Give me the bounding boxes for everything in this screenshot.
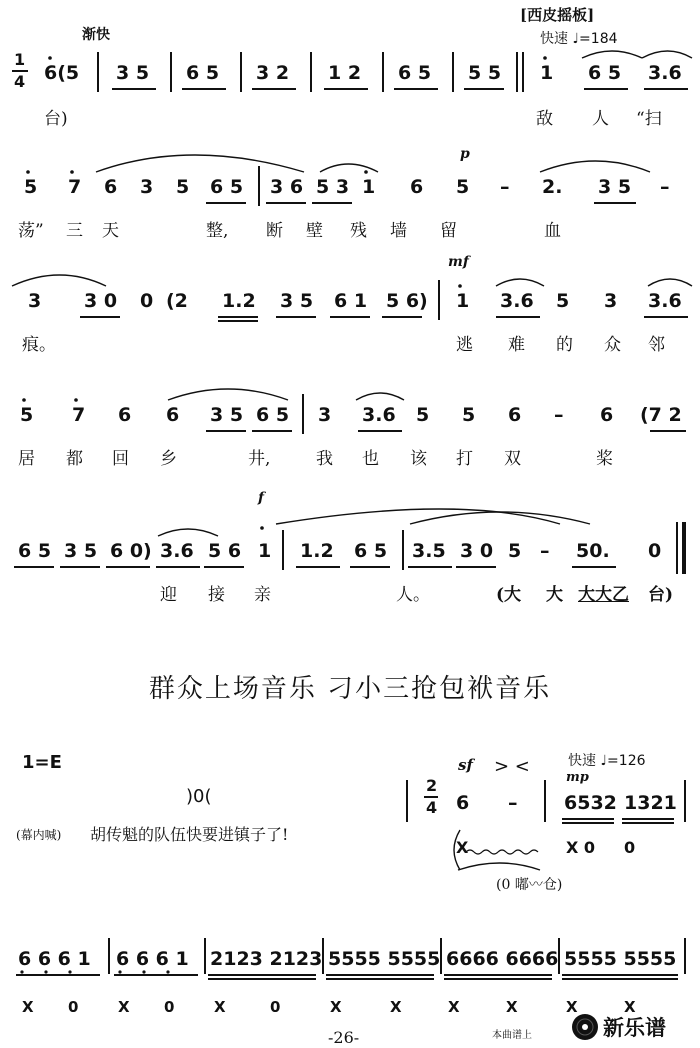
double-barline [516,52,518,92]
lyric: 邻 [648,335,665,355]
note: – [554,404,564,426]
note: 3 5 [64,540,98,562]
note: 3 [140,176,154,198]
underline [252,430,292,432]
page-number: -26- [328,1028,360,1047]
lyric: 大大乙 [578,585,629,605]
lyric: 亲 [254,585,271,605]
note-group: 6532 [564,792,617,814]
percussion-x0: X 0 [566,838,596,857]
barline [258,166,260,206]
barline [406,780,408,822]
barline [108,938,110,974]
lyric: (大 [496,585,522,605]
dot [543,56,547,60]
note: 6 5 [210,176,244,198]
tempo-mark-accelerando: 渐快 [82,27,110,43]
note: 3.6 [362,404,396,426]
dynamic-f: f [258,490,265,506]
note: 3.6 [500,290,534,312]
note: 6 5 [354,540,388,562]
lyric: 台) [44,109,68,129]
spoken-prefix: (幕内喊) [16,828,62,842]
dot [26,170,30,174]
percussion: X [118,998,130,1016]
barline [170,52,172,92]
logo-text: 新乐谱 [603,1016,666,1040]
lyric: 都 [66,449,83,469]
percussion: X [506,998,518,1016]
underline [296,566,340,568]
lyric: 断 [266,221,283,241]
note: 7 [72,404,86,426]
percussion: 0 [68,998,79,1016]
note: 3 2 [256,62,290,84]
lyric: 乡 [160,449,177,469]
note: 6 [166,404,180,426]
lyric: 井, [248,449,271,469]
underline [650,430,686,432]
lyric: 残 [350,221,367,241]
barline [558,938,560,974]
underline [14,566,54,568]
double-barline [522,52,524,92]
note: 6 5 [398,62,432,84]
barline [310,52,312,92]
underline [112,88,156,90]
measure: 6666 6666 [446,948,559,970]
note: 1 [456,290,470,312]
note: 3 [28,290,42,312]
note: 3 5 [116,62,150,84]
note: 6 5 [186,62,220,84]
final-barline [682,522,686,574]
slur [168,389,288,400]
lyric: 回 [112,449,129,469]
time-signature-top: 2 [426,776,438,795]
note: 1.2 [222,290,256,312]
underline [444,978,552,980]
slur [158,529,218,536]
credit-text: 本曲谱上 [492,1030,532,1041]
note: 3.5 [412,540,446,562]
note: 5 [176,176,190,198]
note: 6 0) [110,540,152,562]
underline [16,974,100,976]
underline [276,316,316,318]
dot [22,398,26,402]
lyric: 留 [440,221,457,241]
underline [444,974,552,976]
key-signature: 1=E [22,752,62,773]
dot [260,526,264,530]
note: 50. [576,540,610,562]
underline [218,316,258,318]
note: 5 [556,290,570,312]
note: 3 5 [210,404,244,426]
underline [622,822,674,824]
lyric: 打 [456,449,473,469]
underline [106,566,150,568]
note: 6 5 [256,404,290,426]
percussion: X [448,998,460,1016]
dot [48,56,52,60]
lyric: 也 [362,449,379,469]
lyric: 桨 [596,449,613,469]
lyric: 该 [410,449,427,469]
note: 6(5 [44,62,80,84]
underline [324,88,368,90]
lyric: 台) [648,585,674,605]
dynamic-mp: mp [566,770,589,785]
underline [464,88,504,90]
time-signature-line [12,70,28,72]
note: 6 5 [18,540,52,562]
note: 3.6 [160,540,194,562]
underline [572,566,616,568]
note: 3 5 [598,176,632,198]
note: 3 [604,290,618,312]
underline [312,202,352,204]
underline [208,974,316,976]
lyric: 众 [604,335,621,355]
underline [394,88,438,90]
note: – [540,540,550,562]
measure: 5555 5555 [564,948,677,970]
note: 6 [104,176,118,198]
lyric: 逃 [456,335,473,355]
underline [350,566,390,568]
note: 3.6 [648,62,682,84]
slur [648,279,692,286]
slur [276,509,560,524]
note: 3 0 [84,290,118,312]
underline [326,974,434,976]
barline [240,52,242,92]
lyric: 的 [556,335,573,355]
lyric: 我 [316,449,333,469]
underline [644,88,688,90]
note: 5 [462,404,476,426]
note: 3.6 [648,290,682,312]
barline [452,52,454,92]
dynamic-p: p [460,146,470,162]
note: 5 5 [468,62,502,84]
lyric: 迎 [160,585,177,605]
note: 1 [540,62,554,84]
underline [408,566,452,568]
barline [302,394,304,434]
note: 3 5 [280,290,314,312]
slur [642,51,692,58]
time-signature-top: 1 [14,50,26,69]
note: – [660,176,670,198]
lyric: “扫 [636,109,662,129]
barline [402,530,404,570]
lyric: 大 [546,585,563,605]
underline [594,202,636,204]
site-logo[interactable] [570,1012,666,1042]
note: 1 [258,540,272,562]
slur [356,393,404,400]
slur [458,863,540,870]
dynamic-mf: mf [448,254,469,270]
note: 3 [318,404,332,426]
measure: 6 6 6 1 [116,948,189,970]
slur [540,161,650,172]
measure: 2123 2123 [210,948,323,970]
note: 0 [140,290,154,312]
lyric: 双 [504,449,521,469]
lyric: 接 [208,585,225,605]
time-signature-bottom: 4 [14,72,26,91]
underline [156,566,200,568]
note: 6 [118,404,132,426]
time-signature-bottom: 4 [426,798,438,817]
percussion: X [22,998,34,1016]
note: 6 [410,176,424,198]
lyric: 人。 [396,585,430,605]
percussion-rest: 0 [624,838,636,857]
note: 5 [508,540,522,562]
slur [410,512,590,524]
slur [96,155,304,172]
lyric: 墙 [390,221,407,241]
tremolo-wave [466,850,538,854]
note: – [508,792,518,814]
note: 3 0 [460,540,494,562]
percussion: X [624,998,636,1016]
underline [252,88,296,90]
underline [584,88,628,90]
underline [562,818,614,820]
underline [562,978,678,980]
underline [622,818,674,820]
underline [456,566,496,568]
mode-label: [西皮摇板] [520,6,595,24]
underline [114,974,198,976]
lyric: 难 [508,335,525,355]
spoken-line: 胡传魁的队伍快要进镇子了! [90,825,289,844]
lyric: 人 [592,109,609,129]
note: 5 [24,176,38,198]
bracket-rest: )0( [186,786,212,807]
note: 6 [456,792,470,814]
underline [206,430,246,432]
note: 6 [508,404,522,426]
percussion-sub: (0 嘟〰仓) [496,877,563,893]
percussion: X [214,998,226,1016]
note: 6 [600,404,614,426]
note: 5 [20,404,34,426]
lyric: 痕。 [22,335,56,355]
note: 5 3 [316,176,350,198]
tempo-mark-fast: 快速 ♩=184 [540,31,618,47]
note: 5 6 [208,540,242,562]
barline [684,938,686,974]
note: 6 1 [334,290,368,312]
underline [208,978,316,980]
barline [97,52,99,92]
underline [644,316,688,318]
underline [496,316,540,318]
note: 3 6 [270,176,304,198]
barline [204,938,206,974]
note: 0 [648,540,662,562]
final-barline [676,522,678,574]
percussion: 0 [270,998,281,1016]
section-title: 群众上场音乐 刁小三抢包袱音乐 [148,674,552,704]
note: 5 [416,404,430,426]
underline [358,430,402,432]
lyric: 天 [102,221,119,241]
note: – [500,176,510,198]
barline [438,280,440,320]
note: 1 2 [328,62,362,84]
slur [582,51,642,58]
note: (7 2 [640,404,682,426]
barline [382,52,384,92]
lyric: 血 [544,221,561,241]
note: 1.2 [300,540,334,562]
barline [440,938,442,974]
underline [326,978,434,980]
underline [206,202,246,204]
dot [364,170,368,174]
percussion: X [330,998,342,1016]
lyric: 敌 [536,109,553,129]
dot [70,170,74,174]
lyric: 居 [18,449,35,469]
underline [382,316,422,318]
note: 5 6) [386,290,428,312]
underline [266,202,306,204]
percussion: X [566,998,578,1016]
barline [684,780,686,822]
percussion-x: X [456,838,469,857]
dot [74,398,78,402]
lyric: 整, [206,221,229,241]
barline [282,530,284,570]
note: 6 5 [588,62,622,84]
underline [80,316,120,318]
underline [182,88,226,90]
barline [544,780,546,822]
note: 1 [362,176,376,198]
note: 5 [456,176,470,198]
dynamic-sf: sf [458,756,473,774]
underline [562,822,614,824]
slur [12,275,106,286]
lyric: 壁 [306,221,323,241]
underline [218,320,258,322]
measure: 5555 5555 [328,948,441,970]
note: 7 [68,176,82,198]
slur [496,279,544,286]
percussion: 0 [164,998,175,1016]
underline [562,974,678,976]
lyric: 三 [66,221,83,241]
record-disc-icon [570,1012,600,1042]
note-group: 1321 [624,792,677,814]
underline [204,566,244,568]
underline [60,566,100,568]
dot [458,284,462,288]
slur [320,164,378,172]
hairpins: > < [494,756,530,777]
tempo-mark: 快速 ♩=126 [568,753,646,769]
note: (2 [166,290,188,312]
percussion: X [390,998,402,1016]
barline [322,938,324,974]
lyric: 荡” [18,221,44,241]
underline [330,316,370,318]
note: 2. [542,176,563,198]
measure: 6 6 6 1 [18,948,91,970]
